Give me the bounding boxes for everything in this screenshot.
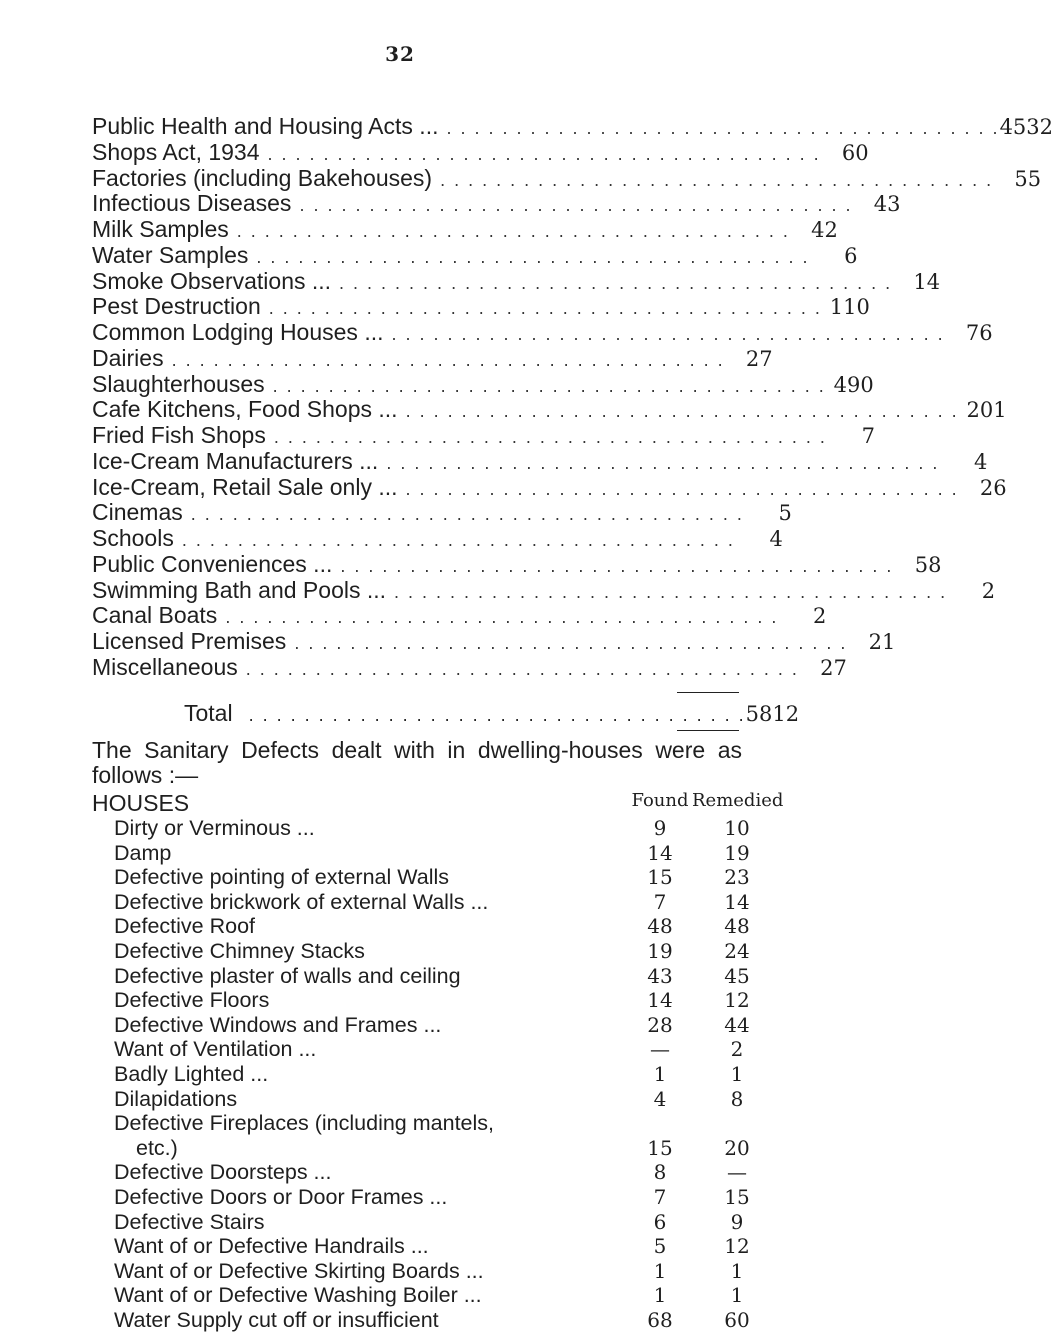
inspection-label: Cinemas (92, 499, 183, 526)
inspection-count: 55 (1014, 166, 1042, 191)
page-number: 32 (385, 42, 415, 66)
inspection-row: Milk Samples . . . . . . . . . . . . . . . . . . . . . . . . . . . . . . . . . . . . . . . . 42 (92, 216, 838, 242)
remedied-column-header: Remedied (692, 790, 784, 811)
inspection-count: 58 (914, 552, 942, 577)
inspection-row: Water Samples . . . . . . . . . . . . . . . . . . . . . . . . . . . . . . . . . . . . . . . . 6 (92, 241, 858, 268)
remedied-count: 9 (730, 1209, 744, 1234)
remedied-count: 15 (724, 1184, 750, 1209)
inspection-label: Swimming Bath and Pools ... (92, 576, 387, 603)
total-rule-top (677, 692, 739, 693)
inspection-row: Shops Act, 1934 . . . . . . . . . . . . . . . . . . . . . . . . . . . . . . . . . . . . . . . . 60 (92, 138, 869, 165)
found-count: 15 (647, 865, 673, 890)
defect-label: Defective plaster of walls and ceiling (114, 963, 461, 988)
remedied-count: 24 (724, 938, 750, 963)
remedied-count: 48 (724, 914, 750, 939)
defect-label: Dilapidations (114, 1086, 238, 1111)
defect-label: Want of or Defective Handrails ... (114, 1234, 429, 1259)
inspection-row: Ice-Cream, Retail Sale only ... . . . . . . . . . . . . . . . . . . . . . . . . . . . . . . . . . . . . . . . . 26 (92, 473, 1007, 500)
inspection-label: Licensed Premises (92, 628, 287, 654)
defect-row (92, 988, 752, 1013)
defect-row (92, 890, 752, 915)
found-count: 68 (647, 1307, 673, 1332)
inspection-count: 5 (778, 501, 792, 526)
inspection-count: 2 (981, 578, 996, 603)
remedied-count: 8 (730, 1086, 744, 1111)
total-label: Total (184, 700, 233, 726)
inspection-row: Pest Destruction . . . . . . . . . . . . . . . . . . . . . . . . . . . . . . . . . . . . . . . . 110 (92, 293, 870, 320)
found-count: 5 (653, 1234, 667, 1259)
inspection-count: 27 (820, 655, 847, 680)
defect-label: Defective Floors (114, 988, 270, 1013)
inspection-label: Smoke Observations ... (92, 267, 332, 294)
defect-label: Defective Doors or Door Frames ... (114, 1184, 448, 1209)
defect-row (92, 1185, 752, 1210)
inspection-count: 14 (913, 269, 941, 294)
inspection-count: 4 (769, 527, 783, 551)
houses-header (92, 790, 784, 817)
defect-label: Dirty or Verminous ... (114, 816, 315, 840)
found-count: 7 (653, 1184, 667, 1209)
found-count: 9 (653, 816, 667, 840)
defect-label: Badly Lighted ... (114, 1061, 269, 1086)
inspection-row: Slaughterhouses . . . . . . . . . . . . . . . . . . . . . . . . . . . . . . . . . . . . . . . . 490 (92, 370, 874, 397)
total-row: Total . . . . . . . . . . . . . . . . . . . . . . . . . . . . . . . . . . . . 5812 (92, 700, 738, 727)
inspection-label: Ice-Cream Manufacturers ... (92, 447, 379, 474)
inspection-count: 4 (974, 449, 988, 474)
remedied-count: 19 (724, 840, 750, 865)
defect-label: Defective Windows and Frames ... (114, 1012, 442, 1037)
found-count: 4 (653, 1086, 667, 1111)
found-count: 43 (647, 963, 673, 988)
found-count: 8 (653, 1160, 667, 1185)
total-value: 5812 (745, 702, 800, 726)
inspection-label: Common Lodging Houses ... (92, 319, 384, 345)
remedied-count: 23 (724, 865, 750, 890)
defect-row (92, 1013, 752, 1038)
remedied-count: 1 (730, 1258, 744, 1283)
defect-row (92, 939, 752, 964)
defect-label: Defective Fireplaces (including mantels, (114, 1111, 494, 1136)
inspection-row: Canal Boats . . . . . . . . . . . . . . . . . . . . . . . . . . . . . . . . . . . . . . . . 2 (92, 602, 827, 629)
inspection-label: Canal Boats (92, 602, 218, 629)
found-column-header: Found (631, 790, 689, 811)
found-count: 1 (653, 1258, 667, 1283)
remedied-count: 12 (724, 1234, 750, 1259)
inspections-list (92, 113, 1053, 681)
remedied-count: 2 (730, 1037, 744, 1062)
inspection-row: Licensed Premises . . . . . . . . . . . . . . . . . . . . . . . . . . . . . . . . . . . . . . . . 21 (92, 628, 896, 654)
inspection-label: Fried Fish Shops (92, 422, 266, 448)
found-count: 14 (647, 840, 673, 865)
defect-label: Want of or Defective Washing Boiler ... (114, 1283, 482, 1308)
inspection-row: Public Health and Housing Acts ... . . . . . . . . . . . . . . . . . . . . . . . . . . . . . . . . . . . . . . . . 4532 (92, 113, 1053, 139)
inspection-label: Schools (92, 525, 174, 551)
defect-label: Defective brickwork of external Walls ... (114, 889, 489, 914)
remedied-count: 12 (724, 988, 750, 1013)
defect-label: Defective pointing of external Walls (114, 865, 450, 890)
inspection-row: Smoke Observations ... . . . . . . . . . . . . . . . . . . . . . . . . . . . . . . . . . . . . . . . . 14 (92, 267, 941, 294)
inspection-row: Fried Fish Shops . . . . . . . . . . . . . . . . . . . . . . . . . . . . . . . . . . . . . . . . 7 (92, 422, 875, 448)
defect-label: Water Supply cut off or insufficient (114, 1307, 439, 1332)
defect-label: Defective Roof (114, 914, 256, 939)
inspection-label: Factories (including Bakehouses) (92, 164, 433, 191)
inspection-label: Shops Act, 1934 (92, 138, 260, 165)
defect-row (92, 1087, 752, 1112)
defect-label: Want of Ventilation ... (114, 1037, 317, 1062)
defect-row (92, 1259, 752, 1284)
inspection-label: Infectious Diseases (92, 190, 292, 217)
inspection-count: 201 (966, 398, 1007, 423)
houses-heading: HOUSES (92, 790, 190, 816)
inspection-count: 21 (868, 630, 896, 654)
defect-row (92, 1308, 752, 1333)
remedied-count: 10 (724, 816, 750, 840)
inspection-count: 43 (873, 192, 901, 217)
remedied-count: — (727, 1160, 747, 1185)
inspection-label: Ice-Cream, Retail Sale only ... (92, 473, 398, 500)
found-count: — (650, 1037, 670, 1062)
defect-label: Defective Chimney Stacks (114, 938, 365, 963)
inspection-label: Miscellaneous (92, 653, 238, 680)
inspection-label: Water Samples (92, 241, 249, 268)
remedied-count: 1 (730, 1061, 744, 1086)
remedied-count: 45 (724, 963, 750, 988)
defect-row (92, 841, 752, 866)
found-count: 48 (647, 914, 673, 939)
defect-row (92, 816, 752, 841)
inspection-count: 60 (841, 140, 869, 165)
inspection-count: 2 (813, 604, 827, 629)
defect-label: Defective Doorsteps ... (114, 1160, 332, 1185)
inspection-row: Common Lodging Houses ... . . . . . . . . . . . . . . . . . . . . . . . . . . . . . . . . . . . . . . . . 76 (92, 319, 993, 345)
found-count: 15 (647, 1135, 673, 1160)
inspection-row: Swimming Bath and Pools ... . . . . . . . . . . . . . . . . . . . . . . . . . . . . . . . . . . . . . . . . 2 (92, 576, 996, 603)
defect-row (92, 1234, 752, 1259)
found-count: 14 (647, 988, 673, 1013)
found-count: 7 (653, 889, 667, 914)
remedied-count: 44 (724, 1012, 750, 1037)
inspection-label: Dairies (92, 344, 164, 371)
remedied-count: 1 (730, 1283, 744, 1308)
inspection-row: Cinemas . . . . . . . . . . . . . . . . . . . . . . . . . . . . . . . . . . . . . . . . 5 (92, 499, 792, 526)
inspection-count: 76 (965, 321, 993, 345)
inspection-label: Pest Destruction (92, 293, 261, 320)
remedied-count: 20 (724, 1135, 750, 1160)
defect-label: Defective Stairs (114, 1209, 265, 1234)
remedied-count: 14 (724, 889, 750, 914)
defect-row (92, 1062, 752, 1087)
defect-row (92, 1160, 752, 1185)
inspection-row: Public Conveniences ... . . . . . . . . . . . . . . . . . . . . . . . . . . . . . . . . . . . . . . . . 58 (92, 550, 942, 577)
inspection-row: Cafe Kitchens, Food Shops ... . . . . . . . . . . . . . . . . . . . . . . . . . . . . . . . . . . . . . . . . 201 (92, 396, 1007, 423)
inspection-count: 42 (811, 218, 838, 242)
inspection-row: Miscellaneous . . . . . . . . . . . . . . . . . . . . . . . . . . . . . . . . . . . . . . . . 27 (92, 653, 847, 680)
houses-defects-table (92, 816, 752, 1332)
remedied-count: 60 (724, 1307, 750, 1332)
inspection-label: Public Conveniences ... (92, 550, 333, 577)
inspection-label: Public Health and Housing Acts ... (92, 113, 439, 139)
defect-row (92, 1111, 752, 1160)
inspection-count: 27 (745, 346, 773, 371)
defect-label-continued: etc.) (136, 1135, 178, 1160)
found-count: 1 (653, 1061, 667, 1086)
inspection-row: Schools . . . . . . . . . . . . . . . . . . . . . . . . . . . . . . . . . . . . . . . . 4 (92, 525, 783, 551)
defect-row (92, 914, 752, 939)
inspection-count: 26 (979, 475, 1007, 500)
found-count: 6 (653, 1209, 667, 1234)
inspection-count: 7 (861, 424, 875, 448)
inspection-row: Dairies . . . . . . . . . . . . . . . . . . . . . . . . . . . . . . . . . . . . . . . . 27 (92, 344, 773, 371)
defect-label: Damp (114, 840, 172, 865)
defect-label: Want of or Defective Skirting Boards ... (114, 1258, 484, 1283)
total-rule-bottom (677, 730, 739, 731)
inspection-label: Milk Samples (92, 216, 229, 242)
intro-paragraph: The Sanitary Defects dealt with in dwelling-houses were as follows :— (92, 737, 742, 788)
inspection-count: 6 (844, 243, 858, 268)
defect-row (92, 865, 752, 890)
defect-row (92, 964, 752, 989)
inspection-label: Cafe Kitchens, Food Shops ... (92, 396, 398, 423)
inspection-count: 4532 (999, 115, 1053, 139)
inspection-label: Slaughterhouses (92, 370, 265, 397)
found-count: 1 (653, 1283, 667, 1308)
defect-row (92, 1210, 752, 1235)
inspection-row: Infectious Diseases . . . . . . . . . . . . . . . . . . . . . . . . . . . . . . . . . . . . . . . . 43 (92, 190, 901, 217)
inspection-row: Factories (including Bakehouses) . . . . . . . . . . . . . . . . . . . . . . . . . . . . . . . . . . . . . . . . 55 (92, 164, 1042, 191)
inspection-row: Ice-Cream Manufacturers ... . . . . . . . . . . . . . . . . . . . . . . . . . . . . . . . . . . . . . . . . 4 (92, 447, 988, 474)
found-count: 19 (647, 938, 673, 963)
inspection-count: 490 (833, 372, 874, 397)
found-count: 28 (647, 1012, 673, 1037)
inspection-count: 110 (829, 295, 870, 320)
defect-row (92, 1037, 752, 1062)
defect-row (92, 1283, 752, 1308)
